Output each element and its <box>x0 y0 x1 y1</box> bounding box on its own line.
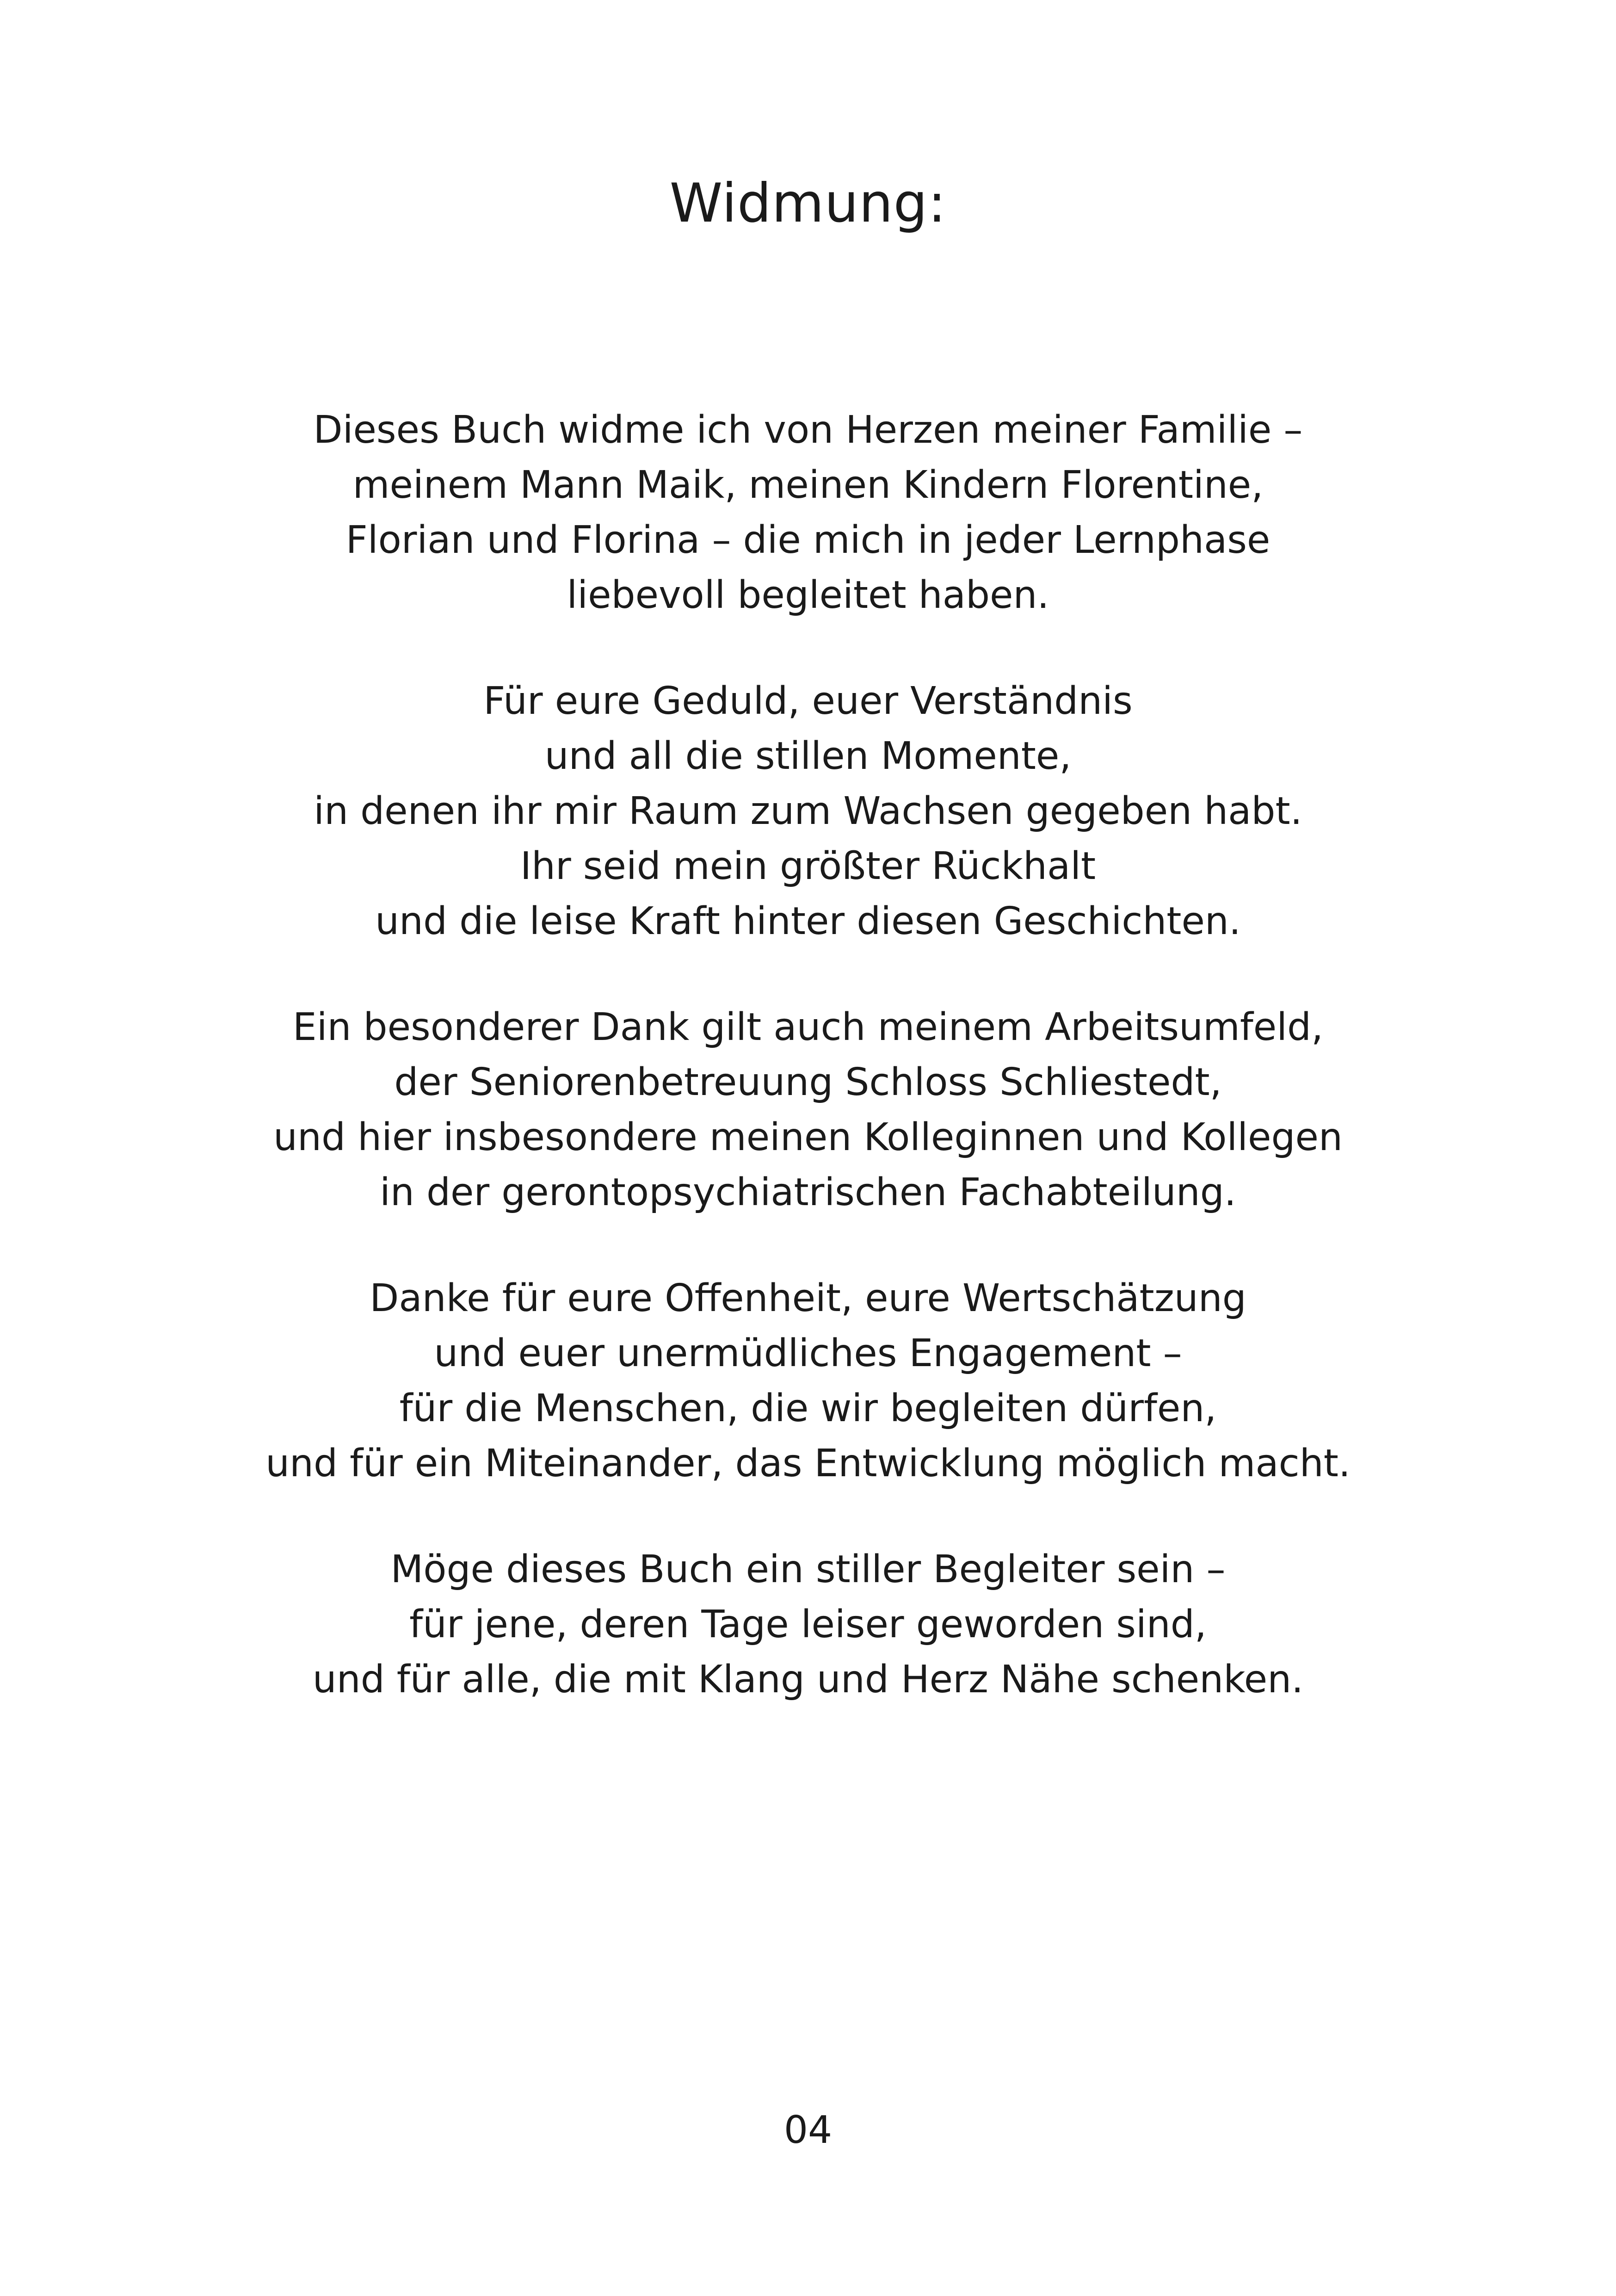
page-title: Widmung: <box>669 172 947 235</box>
text-line: und die leise Kraft hinter diesen Geschichten. <box>375 899 1241 943</box>
text-line: der Seniorenbetreuung Schloss Schliestedt, <box>394 1060 1222 1104</box>
dedication-paragraph-gratitude <box>0 674 1616 949</box>
text-line: für jene, deren Tage leiser geworden sind, <box>409 1603 1207 1646</box>
dedication-paragraph-closing <box>0 1542 1616 1707</box>
text-line: liebevoll begleitet haben. <box>567 573 1049 617</box>
text-line: für die Menschen, die wir begleiten dürfen, <box>399 1386 1217 1430</box>
text-line: Ein besonderer Dank gilt auch meinem Arbeitsumfeld, <box>292 1005 1324 1049</box>
text-line: und für ein Miteinander, das Entwicklung möglich macht. <box>265 1442 1351 1485</box>
page-number: 04 <box>783 2108 833 2152</box>
dedication-paragraph-workplace <box>0 1000 1616 1220</box>
dedication-text <box>0 402 1616 1758</box>
text-line: Danke für eure Offenheit, eure Wertschätzung <box>370 1276 1246 1320</box>
text-line: Ihr seid mein größter Rückhalt <box>520 844 1096 888</box>
text-line: und für alle, die mit Klang und Herz Nähe schenken. <box>312 1658 1304 1702</box>
text-line: und hier insbesondere meinen Kolleginnen und Kollegen <box>273 1115 1343 1159</box>
text-line: meinem Mann Maik, meinen Kindern Florentine, <box>352 463 1264 507</box>
dedication-paragraph-family <box>0 402 1616 623</box>
text-line: in denen ihr mir Raum zum Wachsen gegeben habt. <box>314 789 1302 833</box>
text-line: Für eure Geduld, euer Verständnis <box>483 679 1133 723</box>
dedication-paragraph-thanks <box>0 1271 1616 1491</box>
text-line: und all die stillen Momente, <box>544 734 1072 778</box>
text-line: und euer unermüdliches Engagement – <box>434 1331 1182 1375</box>
text-line: Florian und Florina – die mich in jeder Lernphase <box>345 518 1271 562</box>
text-line: in der gerontopsychiatrischen Fachabteilung. <box>380 1170 1236 1214</box>
text-line: Dieses Buch widme ich von Herzen meiner Familie – <box>313 408 1303 452</box>
text-line: Möge dieses Buch ein stiller Begleiter sein – <box>390 1547 1226 1591</box>
